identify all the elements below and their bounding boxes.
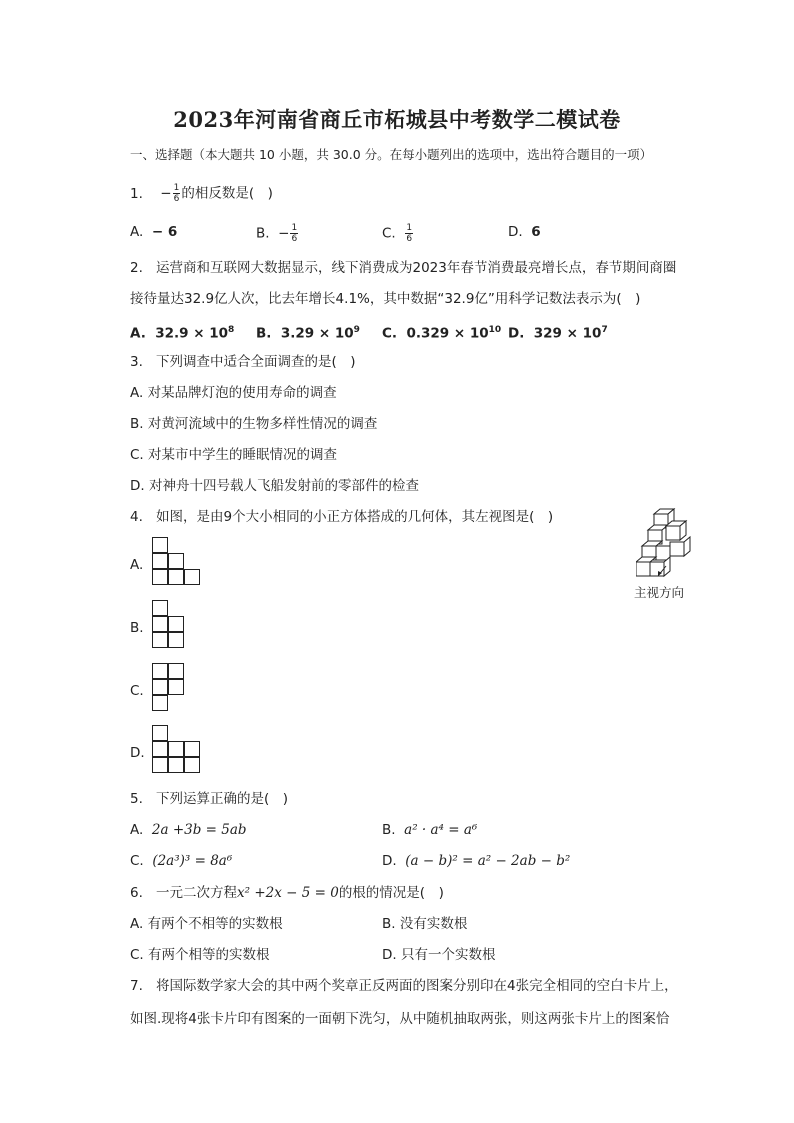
question-7: 7. 将国际数学家大会的其中两个奖章正反两面的图案分别印在4张完全相同的空白卡片上， bbox=[130, 978, 678, 994]
option-b[interactable]: B. $3.29 \times 10^9$ bbox=[256, 325, 360, 342]
option-c[interactable]: C. bbox=[130, 683, 144, 699]
figure-caption: 主视方向 bbox=[634, 585, 685, 600]
option-d[interactable]: D. (a − b)² = a² − 2ab − b² bbox=[382, 853, 571, 869]
option-b[interactable]: B. − $\frac{1}{6}$ bbox=[256, 223, 298, 244]
question-3: 3. 下列调查中适合全面调查的是( ) bbox=[130, 354, 356, 370]
option-c[interactable]: C. 对某市中学生的睡眠情况的调查 bbox=[130, 447, 338, 463]
option-a[interactable]: A. 2a +3b = 5ab bbox=[130, 822, 247, 838]
negative-sign: − bbox=[160, 185, 172, 202]
option-c[interactable]: C. $\frac{1}{6}$ bbox=[382, 223, 413, 244]
option-d[interactable]: D. $329 \times 10^7$ bbox=[508, 325, 608, 342]
question-5: 5. 下列运算正确的是( ) bbox=[130, 791, 289, 807]
option-c[interactable]: C. $0.329 \times 10^{10}$ bbox=[382, 325, 502, 342]
option-b[interactable]: B. 对黄河流域中的生物多样性情况的调查 bbox=[130, 416, 378, 432]
question-1 bbox=[130, 183, 273, 204]
option-a[interactable]: A. $32.9 \times 10^8$ bbox=[130, 325, 235, 342]
question-2-line2: 接待量达32.9亿人次，比去年增长4.1%，其中数据“32.9亿”用科学记数法表示为( ) bbox=[130, 291, 641, 307]
option-b[interactable]: B. a² · a⁴ = a⁶ bbox=[382, 822, 478, 838]
option-a[interactable]: A. 对某品牌灯泡的使用寿命的调查 bbox=[130, 385, 337, 401]
option-d[interactable]: D. 对神舟十四号载人飞船发射前的零部件的检查 bbox=[130, 478, 419, 494]
option-a[interactable]: A. − 6 bbox=[130, 224, 178, 240]
option-c[interactable]: C. (2a³)³ = 8a⁶ bbox=[130, 853, 233, 869]
option-d[interactable]: D. 6 bbox=[508, 224, 541, 240]
cube-stack-figure bbox=[636, 508, 696, 580]
section-heading: 一、选择题（本大题共 10 小题，共 30.0 分。在每小题列出的选项中，选出符合题目的一项） bbox=[130, 147, 653, 162]
question-7-line2: 如图.现将4张卡片印有图案的一面朝下洗匀，从中随机抽取两张，则这两张卡片上的图案恰 bbox=[130, 1011, 670, 1027]
question-4: 4. 如图，是由9个大小相同的小正方体搭成的几何体，其左视图是( ) bbox=[130, 509, 554, 525]
option-a[interactable]: A. 有两个不相等的实数根 bbox=[130, 916, 283, 932]
option-b[interactable]: B. bbox=[130, 620, 144, 636]
question-2: 2. 运营商和互联网大数据显示，线下消费成为2023年春节消费最亮增长点，春节期间商圈 bbox=[130, 260, 677, 276]
question-number: 1. bbox=[130, 185, 143, 202]
option-d[interactable]: D. 只有一个实数根 bbox=[382, 947, 496, 963]
option-d[interactable]: D. bbox=[130, 745, 145, 761]
fraction: $\frac{1}{6}$ bbox=[173, 183, 180, 204]
question-text: 的相反数是( ) bbox=[181, 185, 273, 202]
option-a[interactable]: A. bbox=[130, 557, 144, 573]
page-title: 2023年河南省商丘市柘城县中考数学二模试卷 bbox=[173, 107, 621, 132]
option-b[interactable]: B. 没有实数根 bbox=[382, 916, 468, 932]
option-c[interactable]: C. 有两个相等的实数根 bbox=[130, 947, 270, 963]
question-6: 6. 一元二次方程x² +2x − 5 = 0的根的情况是( ) bbox=[130, 885, 444, 901]
